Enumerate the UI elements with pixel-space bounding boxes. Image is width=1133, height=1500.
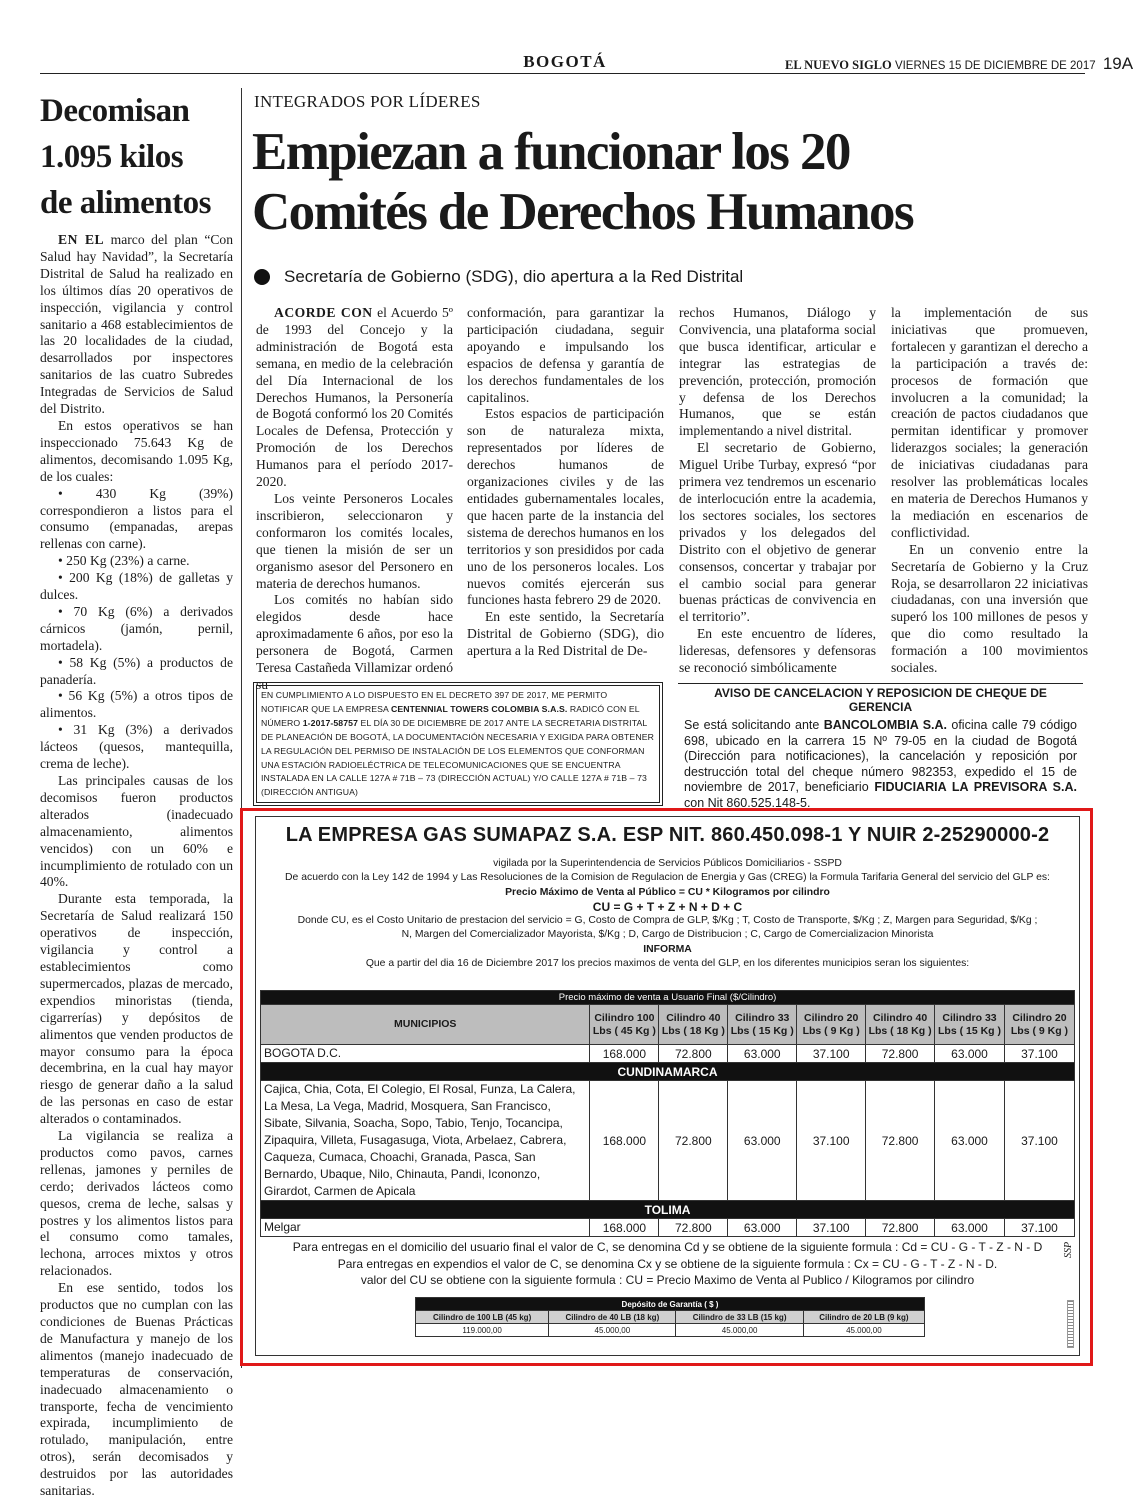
column-header: Cilindro de 100 LB (45 kg)	[416, 1311, 549, 1324]
paragraph: La vigilancia se realiza a productos como pavos, carnes rellenas, jamones y perniles de cerdo; derivados lácteos como quesos, crema de leche, salsas y postres y los alimentos listos para el consumo como tamales, lechona, arroces mixtos y otros relacionados.	[40, 1128, 233, 1279]
deposit-table	[415, 1297, 925, 1337]
issue-date: VIERNES 15 DE DICIEMBRE DE 2017	[894, 60, 1096, 72]
section-name: BOGOTÁ	[523, 52, 607, 71]
bullet-item: • 430 Kg (39%) correspondieron a listos para el consumo (empanadas, arepas rellenas con carne).	[40, 485, 233, 552]
story-column-1	[256, 305, 453, 692]
subheadline	[254, 267, 743, 287]
lead-in: EN EL	[58, 232, 105, 247]
bullet-item: • 31 Kg (3%) a derivados lácteos (quesos, mantequilla, crema de leche).	[40, 722, 233, 772]
table-row: Cajica, Chia, Cota, El Colegio, El Rosal, Funza, La Calera, La Mesa, La Vega, Madrid, Mosquera, San Francisco, Sibate, Silvania, Soacha, Sopo, Tabio, Tenjo, Tocancipa, Zipaquira, Villeta, Fusagasuga, Viota, Arbelaez, Cabrera, Caqueza, Cumaca, Choachi, Granada, Pasca, San Bernardo, Ubaque, Nilo, Chinauta, Pandi, Icononzo, Girardot, Carmen de Apicala 168.000 72.800 63.000 37.100 72.800 63.000 37.100	[261, 1081, 1075, 1201]
headline	[252, 122, 1082, 242]
column-header: Cilindro de 33 LB (15 kg)	[676, 1311, 803, 1324]
paragraph: En este sentido, la Secretaría Distrital de Gobierno (SDG), dio apertura a la Red Distrital de De-	[467, 609, 664, 659]
notice-text: Se está solicitando ante BANCOLOMBIA S.A. oficina calle 79 código 698, ubicado en la carrera 15 Nº 79-05 en la ciudad de Bogotá (Dirección para notificaciones), la cancelación y reposición por destrucción total del cheque número 982353, expedido el 15 de noviembre de 2017, beneficiario FIDUCIARIA LA PREVISORA S.A. con Nit 860.525.148-5.	[684, 718, 1077, 810]
paragraph: Los veinte Personeros Locales inscribieron, seleccionaron y conformaron los comités locales, que tienen la misión de ser un organismo asesor del Personero en materia de derechos humanos.	[256, 490, 453, 591]
column-header: Cilindro 33 Lbs ( 15 Kg )	[728, 1005, 797, 1045]
paragraph: En estos operativos se han inspeccionado 75.643 Kg de alimentos, decomisando 1.095 Kg, de los cuales:	[40, 417, 233, 484]
bullet-item: • 250 Kg (23%) a carne.	[58, 553, 190, 569]
notice-title: AVISO DE CANCELACION Y REPOSICION DE CHEQUE DE GERENCIA	[714, 686, 1047, 714]
paragraph: conformación, para garantizar la participación ciudadana, seguir apoyando e impulsando los espacios de defensa y garantía de los derechos fundamentales de los capitalinos.	[467, 305, 664, 405]
table-row: Melgar 168.000 72.800 63.000 37.100 72.800 63.000 37.100	[261, 1219, 1075, 1237]
paragraph: rechos Humanos, Diálogo y Convivencia, una plataforma social que busca identificar, articular e integrar las estrategias de prevención, protección, promoción y defensa de los Derechos Humanos, que se están implementando a nivel distrital.	[679, 305, 876, 439]
headline-line: Comités de Derechos Humanos	[252, 183, 913, 241]
notice-line: Que a partir del dia 16 de Diciembre 2017 los precios maximos de venta del GLP, en los diferentes municipios seran los siguientes:	[365, 958, 970, 970]
page-header-info	[785, 54, 1133, 74]
gas-notice-body	[255, 857, 1080, 971]
header-rule	[40, 73, 1085, 74]
left-story	[40, 88, 234, 1499]
gas-notice-title: LA EMPRESA GAS SUMAPAZ S.A. ESP NIT. 860.450.098-1 Y NUIR 2-25290000-2	[285, 824, 1050, 846]
notice-line: valor del CU se obtiene con la siguiente formula : CU = Precio Maximo de Venta al Publico / Kilogramos por cilindro	[360, 1273, 975, 1287]
bullet-item: • 58 Kg (5%) a productos de panadería.	[40, 654, 233, 687]
ssp-seal-icon	[1067, 1300, 1074, 1348]
column-header: Cilindro de 40 LB (18 kg)	[549, 1311, 676, 1324]
table-caption: Depósito de Garantía ( $ )	[416, 1298, 925, 1311]
section-row: TOLIMA	[261, 1201, 1075, 1219]
story-kicker: INTEGRADOS POR LÍDERES	[254, 92, 481, 111]
lead-in: ACORDE CON	[274, 305, 373, 320]
table-row: BOGOTA D.C. 168.000 72.800 63.000 37.100 72.800 63.000 37.100	[261, 1045, 1075, 1063]
notice-line: De acuerdo con la Ley 142 de 1994 y Las Resoluciones de la Comision de Regulacion de Energia y Gas (CREG) la Formula Tarifaria General del servicio del GLP es:	[285, 872, 1050, 884]
bullet-item: • 200 Kg (18%) de galletas y dulces.	[40, 570, 233, 603]
column-header: Cilindro 20 Lbs ( 9 Kg )	[1004, 1005, 1074, 1045]
story-column-4	[891, 305, 1088, 676]
paragraph: EN EL marco del plan “Con Salud hay Navidad”, la Secretaría Distrital de Salud ha realizado en los últimos días 20 operativos de inspección, vigilancia y control sanitario a 468 establecimientos de las 20 localidades de la ciudad, desarrollados por inspectores sanitarios de las cuatro Subredes Integradas de Servicios de Salud del Distrito.	[40, 232, 234, 417]
paragraph: la implementación de sus iniciativas que promueven, fortalecen y garantizan el derecho a la participación a través de: procesos de formación que involucren a la comunidad; la creación de pactos ciudadanos que permitan identificar y promover liderazgos sociales; la generación de iniciativas ciudadanas para resolver las problemáticas locales en materia de Derechos Humanos y la mediación en escenarios de conflictividad.	[891, 305, 1088, 540]
bullet-dot-icon	[254, 269, 270, 285]
column-header: MUNICIPIOS	[261, 1005, 590, 1045]
gas-notice-footer	[255, 1239, 1080, 1289]
notice-line: Para entregas en el domicilio del usuario final el valor de C, se denomina Cd y se obtiene de la siguiente formula : Cd = CU - G - T - Z - N - D	[292, 1240, 1043, 1254]
bullet-item: • 56 Kg (5%) a otros tipos de alimentos.	[40, 688, 233, 721]
table-row: 119.000,00 45.000,00 45.000,00 45.000,00	[416, 1324, 925, 1337]
paragraph: Los comités no habían sido elegidos desde hace aproximadamente 6 años, por eso la personera de Bogotá, Carmen Teresa Castañeda Villamizar ordenó su	[256, 592, 453, 692]
paragraph: Estos espacios de participación son de naturaleza mixta, representados por líderes de derechos humanos de organizaciones civiles y de las entidades gubernamentales locales, que hacen parte de la instancia del sistema de derechos humanos en los territorios y son presididos por cada uno de los personeros locales. Los nuevos comités ejercerán sus funciones hasta febrero 29 de 2020.	[467, 406, 664, 608]
column-header: Cilindro 33 Lbs ( 15 Kg )	[935, 1005, 1005, 1045]
notice-line: Para entregas en expendios el valor de C, se denomina Cx y se obtiene de la siguiente formula : Cx = CU - G - T - Z - N - D.	[337, 1256, 998, 1271]
column-header: Cilindro 40 Lbs ( 18 Kg )	[659, 1005, 728, 1045]
headline-line: Empiezan a funcionar los 20	[252, 123, 850, 181]
paragraph: Durante esta temporada, la Secretaría de Salud realizará 150 operativos de inspección, vigilancia y control a establecimientos como supermercados, plazas de mercado, expendios minoristas (tienda, cigarrerías) y depósitos de alimentos que venden productos de mayor consumo para la época decembrina, en la cual hay mayor riesgo de generar daño a la salud de las personas en caso de estar alterados o contaminados.	[40, 891, 233, 1127]
paragraph: En un convenio entre la Secretaría de Gobierno y la Cruz Roja, se desarrollaron 22 iniciativas ciudadanas, con una inversión que superó los 100 millones de pesos y que dio como resultado la formación a 100 movimientos sociales.	[891, 541, 1088, 676]
table-caption: Precio máximo de venta a Usuario Final ($/Cilindro)	[261, 991, 1075, 1005]
tariff-formula: CU = G + T + Z + N + D + C	[592, 899, 743, 914]
notice-line: Precio Máximo de Venta al Público = CU * Kilogramos por cilindro	[505, 886, 830, 898]
notice-line: N, Margen del Comercializador Mayorista, $/Kg ; D, Cargo de Distribucion ; C, Cargo de Comercializacion Minorista	[401, 929, 934, 941]
legal-notice-cheque	[678, 683, 1083, 810]
section-row: CUNDINAMARCA	[261, 1063, 1075, 1081]
price-table	[260, 990, 1075, 1237]
bullet-item: • 70 Kg (6%) a derivados cárnicos (jamón, pernil, mortadela).	[40, 603, 233, 653]
page-number: 19A	[1102, 54, 1133, 73]
story-column-2	[467, 305, 664, 660]
legal-notice-towers	[256, 685, 660, 803]
story-column-3	[679, 305, 876, 676]
paragraph: ACORDE CON el Acuerdo 5º de 1993 del Concejo y la administración de Bogotá esta semana, en medio de la celebración del Día Internacional de los Derechos Humanos, la Personería de Bogotá conformó los 20 Comités Locales de Defensa, Protección y Promoción de los Derechos Humanos para el período 2017-2020.	[256, 305, 453, 490]
column-header: Cilindro 100 Lbs ( 45 Kg )	[590, 1005, 659, 1045]
notice-line: vigilada por la Superintendencia de Servicios Públicos Domiciliarios - SSPD	[493, 858, 842, 869]
paragraph: En ese sentido, todos los productos que no cumplan con las condiciones de Buenas Prácticas de Manufactura y manejo de los alimentos (manejo inadecuado de temperaturas de conservación, inadecuado almacenamiento o transporte, fecha de vencimiento expirada, incumplimiento de rotulado, manipulación, entre otros), serán decomisados y destruidos por las autoridades sanitarias.	[40, 1280, 233, 1499]
notice-line: INFORMA	[643, 943, 692, 955]
column-header: Cilindro 40 Lbs ( 18 Kg )	[866, 1005, 935, 1045]
title-line: 1.095 kilos	[40, 139, 184, 175]
column-header: Cilindro de 20 LB (9 kg)	[803, 1311, 924, 1324]
column-header: Cilindro 20 Lbs ( 9 Kg )	[797, 1005, 866, 1045]
title-line: Decomisan	[40, 93, 190, 129]
notice-line: Donde CU, es el Costo Unitario de prestacion del servicio = G, Costo de Compra de GLP, $/Kg ; T, Costo de Transporte, $/Kg ; Z, Margen para Seguridad, $/Kg ;	[297, 915, 1038, 927]
paragraph: En este encuentro de líderes, lideresas, defensores y defensoras se reconoció simbólicamente	[679, 626, 876, 676]
left-story-title	[40, 88, 233, 226]
title-line: de alimentos	[40, 185, 211, 221]
ssp-logo: SSP	[1063, 1241, 1074, 1258]
paragraph: El secretario de Gobierno, Miguel Uribe Turbay, expresó “por primera vez tendremos un escenario de interlocución entre la academia, los sectores sociales, los sectores privados y los delegados del Distrito con el objetivo de generar consensos, concertar y trabajar por el cambio social para generar buenas prácticas de convivencia en el territorio”.	[679, 440, 876, 625]
paragraph: Las principales causas de los decomisos fueron productos alterados (inadecuado almacenamiento, alimentos vencidos) con un 60% e incumplimiento de rotulado con un 40%.	[40, 773, 233, 890]
subheadline-text: Secretaría de Gobierno (SDG), dio apertura a la Red Distrital	[284, 267, 744, 286]
notice-text: EN CUMPLIMIENTO A LO DISPUESTO EN EL DECRETO 397 DE 2017, ME PERMITO NOTIFICAR QUE LA EMPRESA CENTENNIAL TOWERS COLOMBIA S.A.S. RADICÓ CON EL NÚMERO 1-2017-58757 EL DÍA 30 DE DICIEMBRE DE 2017 ANTE LA SECRETARIA DISTRITAL DE PLANEACIÓN DE BOGOTÁ, LA DOCUMENTACIÓN NECESARIA Y EXIGIDA PARA OBTENER LA REGULACIÓN DEL PERMISO DE INSTALACIÓN DE LOS ELEMENTOS QUE CONFORMAN UNA ESTACIÓN RADIOELÉCTRICA DE TELECOMUNICACIONES QUE SE ENCUENTRA INSTALADA EN LA CALLE 127A # 71B – 73 (DIRECCIÓN ACTUAL) Y/O CALLE 127A # 71B – 73 (DIRECCIÓN ANTIGUA)	[261, 690, 654, 798]
newspaper-name: EL NUEVO SIGLO	[785, 58, 892, 72]
